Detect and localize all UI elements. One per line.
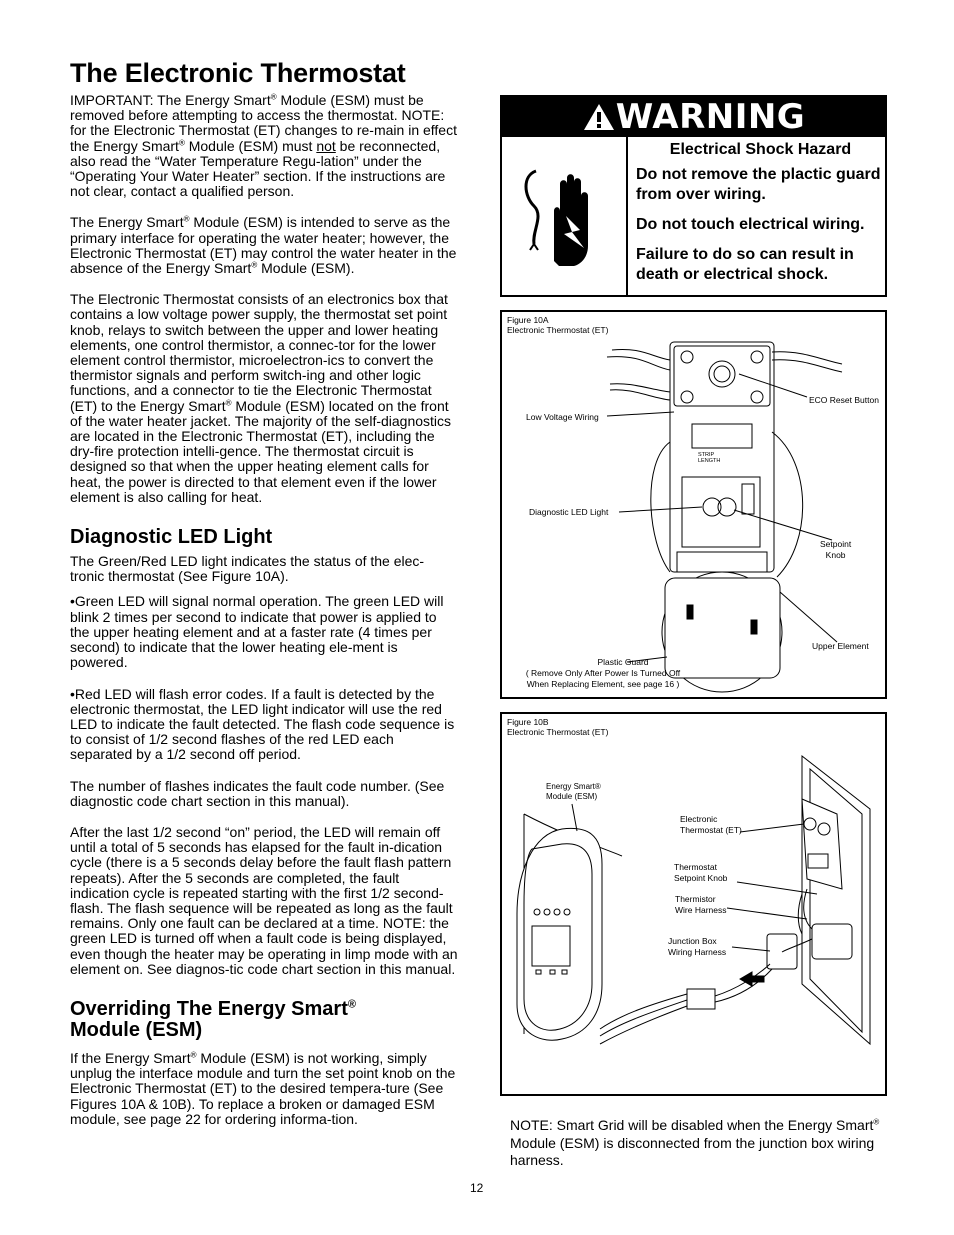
warning-header [502, 97, 885, 137]
thermostat-drawing [502, 312, 885, 697]
warning-box [500, 95, 887, 297]
figure-10b-caption: Figure 10B Electronic Thermostat (ET) [507, 717, 609, 737]
page-title: The Electronic Thermostat [70, 58, 406, 88]
warning-line-3: Failure to do so can result in death or electrical shock. [636, 246, 854, 283]
smart-grid-note: NOTE: Smart Grid will be disabled when the Energy Smart® Module (ESM) is disconnected from the junction box wiring harness. [510, 1117, 880, 1168]
plastic-guard-label: Plastic Guard ( Remove Only After Power Is Turned Off When Replacing Element, see page 16 ) [525, 657, 681, 689]
upper-element-label: Upper Element [812, 641, 869, 651]
diagnostic-heading: Diagnostic LED Light [70, 526, 273, 549]
figure-10b [500, 712, 887, 1096]
flash-count-paragraph: The number of flashes indicates the fault code number. (See diagnostic code chart section in this manual). [70, 777, 445, 809]
eco-reset-label: ECO Reset Button [809, 395, 879, 405]
green-led-bullet: • Green LED will signal normal operation. The green LED will blink 2 times per second to indicate that power is applied to the upper heating element and at a faster rate (4 times per second) to indicate that the lower heating ele-ment is powered. [70, 594, 458, 670]
figure-10a: Figure 10A Electronic Thermostat (ET) STRIP LENGTH ECO Reset Button Low Voltage Wiring Diagnostic LED Light Setpoint Knob Upper Element Plastic Guard ( Remove Only After Power Is Turned Off When Replacing Element, see page 16 ) [500, 310, 887, 699]
warning-triangle-icon [582, 102, 616, 132]
et-description-paragraph: The Electronic Thermostat consists of an electronics box that contains a low voltage power supply, the thermostat set point knob, relays to switch between the upper and lower heating elements, one control thermistor, a connec-tor for the lower element control thermistor, microelectron-ics to convert the thermistor signals and perform switch-ing and other logic functions, and a connector to tie the Electronic Thermostat (ET) to the Energy Smart® Module (ESM) located on the front of the water heater jacket. The majority of the self-diagnostics are located in the Electronic Thermostat (ET), including the dry-fire protection intelli-gence. The thermostat circuit is designed so that when the upper heating element calls for heat, the power is directed to that element even if the lower element is also calling for heat. [70, 291, 452, 505]
junction-box-label: Junction Box Wiring Harness [668, 936, 727, 957]
shock-hand-icon [502, 137, 628, 295]
hazard-label: Electrical Shock Hazard [669, 141, 852, 158]
et-label: Electronic Thermostat (ET) [680, 814, 742, 835]
figure-10a-caption: Figure 10A Electronic Thermostat (ET) [507, 315, 609, 335]
left-column [70, 58, 458, 1143]
esm-interface-paragraph: The Energy Smart® Module (ESM) is intended to serve as the primary interface for operating the water heater; however, the Electronic Thermostat (ET) may control the water heater in the absence of the Energy Smart® Module (ESM). [70, 214, 457, 277]
warning-line-2: Do not touch electrical wiring. [636, 216, 865, 233]
override-paragraph: If the Energy Smart® Module (ESM) is not working, simply unplug the interface module and turn the set point knob on the Electronic Thermostat (ET) to the desired tempera-ture (See Figures 10A & 10B). To replace a broken or damaged ESM module, see page 22 for ordering informa-tion. [70, 1049, 456, 1127]
red-led-bullet: • Red LED will flash error codes. If a fault is detected by the electronic thermostat, the LED light indicator will use the red LED to indicate the fault detected. The flash code sequence is to consist of 1/2 second flashes of the red LED each separated by a 1/2 second off period. [70, 687, 458, 763]
esm-label: Energy Smart® Module (ESM) [546, 782, 601, 801]
diagnostic-led-label: Diagnostic LED Light [529, 507, 609, 517]
warning-title: WARNING [615, 97, 806, 137]
important-paragraph: IMPORTANT: The Energy Smart® Module (ESM) must be removed before attempting to access the thermostat. NOTE: for the Electronic Thermostat (ET) changes to re-main in effect the Energy Smart® Module (ESM) must not be reconnected, also read the “Water Temperature Regu-lation” under the “Operating Your Water Heater” section. If the instructions are not clear, contact a qualified person. [70, 92, 457, 200]
page-number: 12 [470, 1181, 484, 1195]
setpoint-knob-label: Setpoint Knob [820, 539, 852, 560]
warning-line-1: Do not remove the plactic guard from over wiring. [636, 166, 881, 203]
low-voltage-label: Low Voltage Wiring [526, 412, 599, 422]
fault-cycle-paragraph: After the last 1/2 second “on” period, the LED will remain off until a total of 5 seconds has elapsed for the fault in-dication cycle (there is a 5 seconds delay before the fault flash pattern repeats). After the 5 seconds are completed, the fault indication cycle is repeated starting with the first 1/2 second-flash. The flash sequence will be repeated as long as the fault remains. Only one fault can be declared at a time. NOTE: the green LED is turned off when a fault code is being displayed, even though the heater may be operating in limp mode with an element on. See diagnos-tic code chart section in this manual. [70, 823, 458, 977]
thermistor-harness-label: Thermistor Wire Harness [675, 894, 727, 915]
override-heading: Overriding The Energy Smart® Module (ESM) [70, 997, 356, 1041]
diagnostic-intro: The Green/Red LED light indicates the status of the elec-tronic thermostat (See Figure 10A). [70, 553, 425, 585]
thermostat-setpoint-label: Thermostat Setpoint Knob [674, 862, 728, 883]
